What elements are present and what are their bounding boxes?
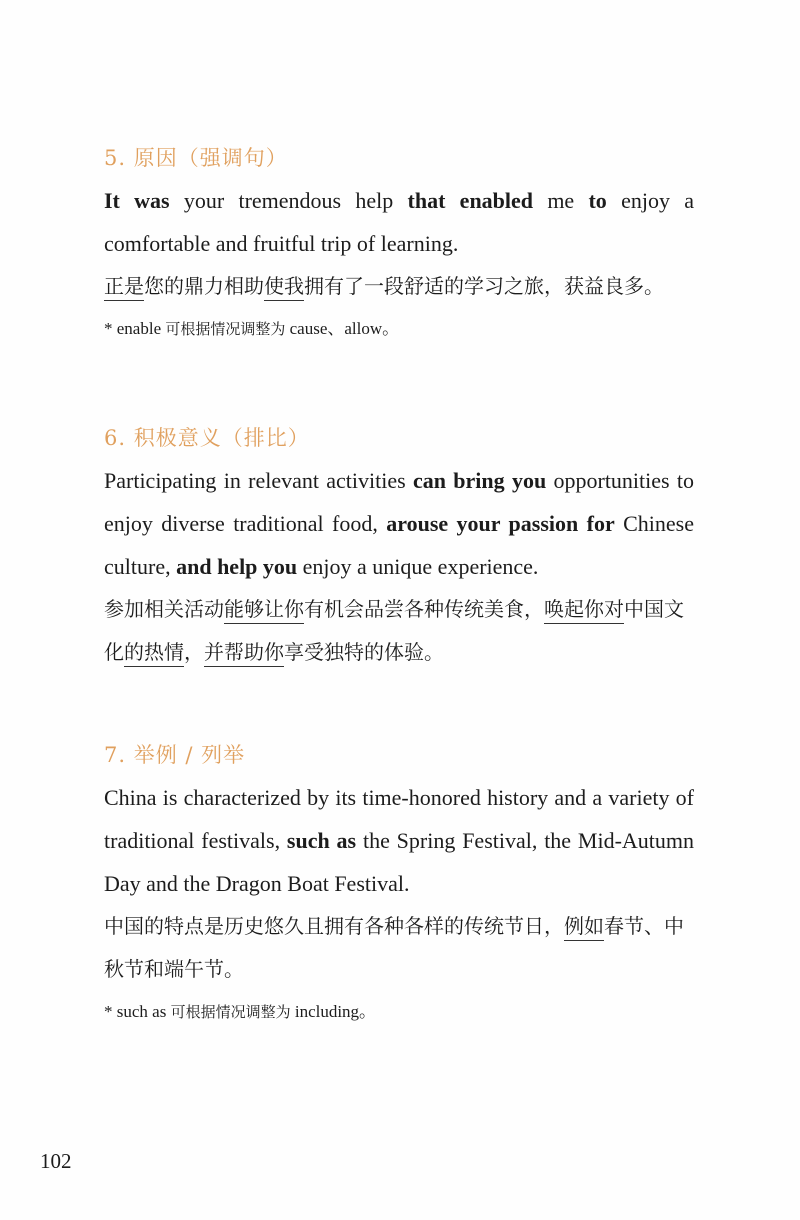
text: including。: [290, 1002, 377, 1021]
keyword: can bring you: [413, 468, 547, 493]
underlined-phrase: 能够让你: [224, 597, 304, 624]
underlined-phrase: 正是: [104, 274, 144, 301]
section-cause: [104, 143, 694, 344]
text: 拥有了一段舒适的学习之旅，获益良多。: [304, 274, 664, 298]
text: 享受独特的体验。: [284, 640, 444, 664]
text: * such as: [104, 1002, 171, 1021]
keyword: and help you: [176, 554, 298, 579]
text: your tremendous help: [169, 188, 408, 213]
text: 您的鼎力相助: [144, 274, 264, 298]
text: enjoy a comfortable and fruitful trip of learning.: [104, 188, 694, 256]
text: the Spring Festival, the Mid-Autumn Day and the Dragon Boat Festival.: [104, 828, 695, 896]
section-heading: 6. 积极意义（排比）: [104, 426, 310, 450]
underlined-phrase: 例如: [564, 914, 604, 941]
keyword: arouse your passion for: [386, 511, 615, 536]
text: me: [533, 188, 589, 213]
text: 春节、中秋节和端午节。: [104, 914, 684, 981]
underlined-phrase: 唤起你对: [544, 597, 624, 624]
usage-note: [104, 314, 694, 344]
english-sentence: [104, 459, 694, 588]
chinese-translation: [104, 265, 694, 308]
section-examples: [104, 740, 694, 1027]
text: 中国文化: [104, 597, 684, 664]
keyword: to: [588, 188, 607, 213]
text: China is characterized by its time-honored history and a variety of traditional festivals,: [104, 785, 694, 853]
text: enjoy a unique experience.: [297, 554, 539, 579]
text: 中国的特点是历史悠久且拥有各种各样的传统节日，: [104, 914, 564, 938]
page-number: 102: [40, 1149, 72, 1173]
text: cause、allow。: [285, 319, 400, 338]
text: * enable: [104, 319, 166, 338]
text: ，: [184, 640, 204, 664]
section-heading: 7. 举例 / 列举: [104, 743, 246, 767]
text: 可根据情况调整为: [170, 1003, 291, 1021]
underlined-phrase: 的热情: [124, 640, 184, 667]
section-positive-meaning: [104, 423, 694, 674]
underlined-phrase: 并帮助你: [204, 640, 284, 667]
chinese-translation: [104, 905, 694, 991]
text: Chinese culture,: [104, 511, 694, 579]
text: 可根据情况调整为: [165, 320, 286, 338]
keyword: such as: [286, 828, 357, 853]
chinese-translation: [104, 588, 694, 674]
usage-note: [104, 997, 694, 1027]
section-heading: 5. 原因（强调句）: [104, 146, 288, 170]
text: 参加相关活动: [104, 597, 224, 621]
text: 有机会品尝各种传统美食，: [304, 597, 544, 621]
keyword: that enabled: [407, 188, 534, 213]
text: Participating in relevant activities: [104, 468, 413, 493]
underlined-phrase: 使我: [264, 274, 304, 301]
english-sentence: [104, 179, 694, 265]
keyword: It was: [104, 188, 170, 213]
text: opportunities to enjoy diverse traditional food,: [104, 468, 694, 536]
english-sentence: [104, 776, 694, 905]
